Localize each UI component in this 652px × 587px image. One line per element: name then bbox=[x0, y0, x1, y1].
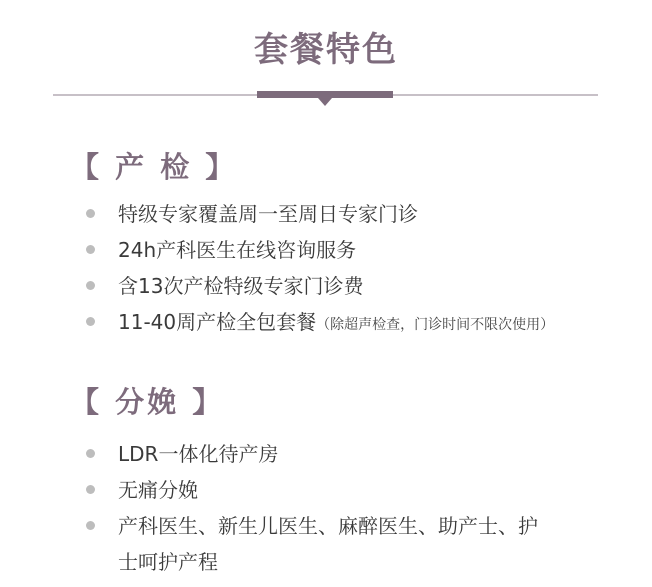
list-item bbox=[86, 508, 538, 580]
title-divider-notch bbox=[318, 98, 332, 106]
delivery-list bbox=[86, 436, 538, 580]
list-item-text: 24h产科医生在线咨询服务 bbox=[118, 238, 357, 262]
bullet-dot bbox=[86, 245, 95, 254]
list-item bbox=[86, 436, 538, 472]
bullet-dot bbox=[86, 281, 95, 290]
list-item-note: （除超声检查，门诊时间不限次使用） bbox=[316, 317, 555, 333]
list-item bbox=[86, 472, 538, 508]
bullet-dot bbox=[86, 317, 95, 326]
list-item bbox=[86, 268, 554, 304]
list-item bbox=[86, 304, 554, 343]
list-item-text: 特级专家覆盖周一至周日专家门诊 bbox=[118, 202, 418, 226]
section-heading-prenatal: 【 产 检 】 bbox=[70, 150, 238, 184]
list-item-text: 含13次产检特级专家门诊费 bbox=[118, 274, 364, 298]
list-item-text: 产科医生、新生儿医生、麻醉医生、助产士、护 bbox=[118, 514, 538, 538]
list-item bbox=[86, 232, 554, 268]
list-item-text: 11-40周产检全包套餐 bbox=[118, 310, 317, 334]
list-item bbox=[86, 196, 554, 232]
section-heading-delivery: 【 分娩 】 bbox=[70, 385, 225, 419]
bullet-dot bbox=[86, 449, 95, 458]
list-item-text: 无痛分娩 bbox=[118, 478, 198, 502]
page-title: 套餐特色 bbox=[254, 30, 398, 70]
bullet-dot bbox=[86, 209, 95, 218]
list-item-text: LDR一体化待产房 bbox=[118, 442, 279, 466]
bullet-dot bbox=[86, 521, 95, 530]
list-item-text-continued: 士呵护产程 bbox=[118, 550, 218, 574]
title-divider-bar bbox=[257, 91, 393, 98]
bullet-dot bbox=[86, 485, 95, 494]
prenatal-list bbox=[86, 196, 554, 343]
